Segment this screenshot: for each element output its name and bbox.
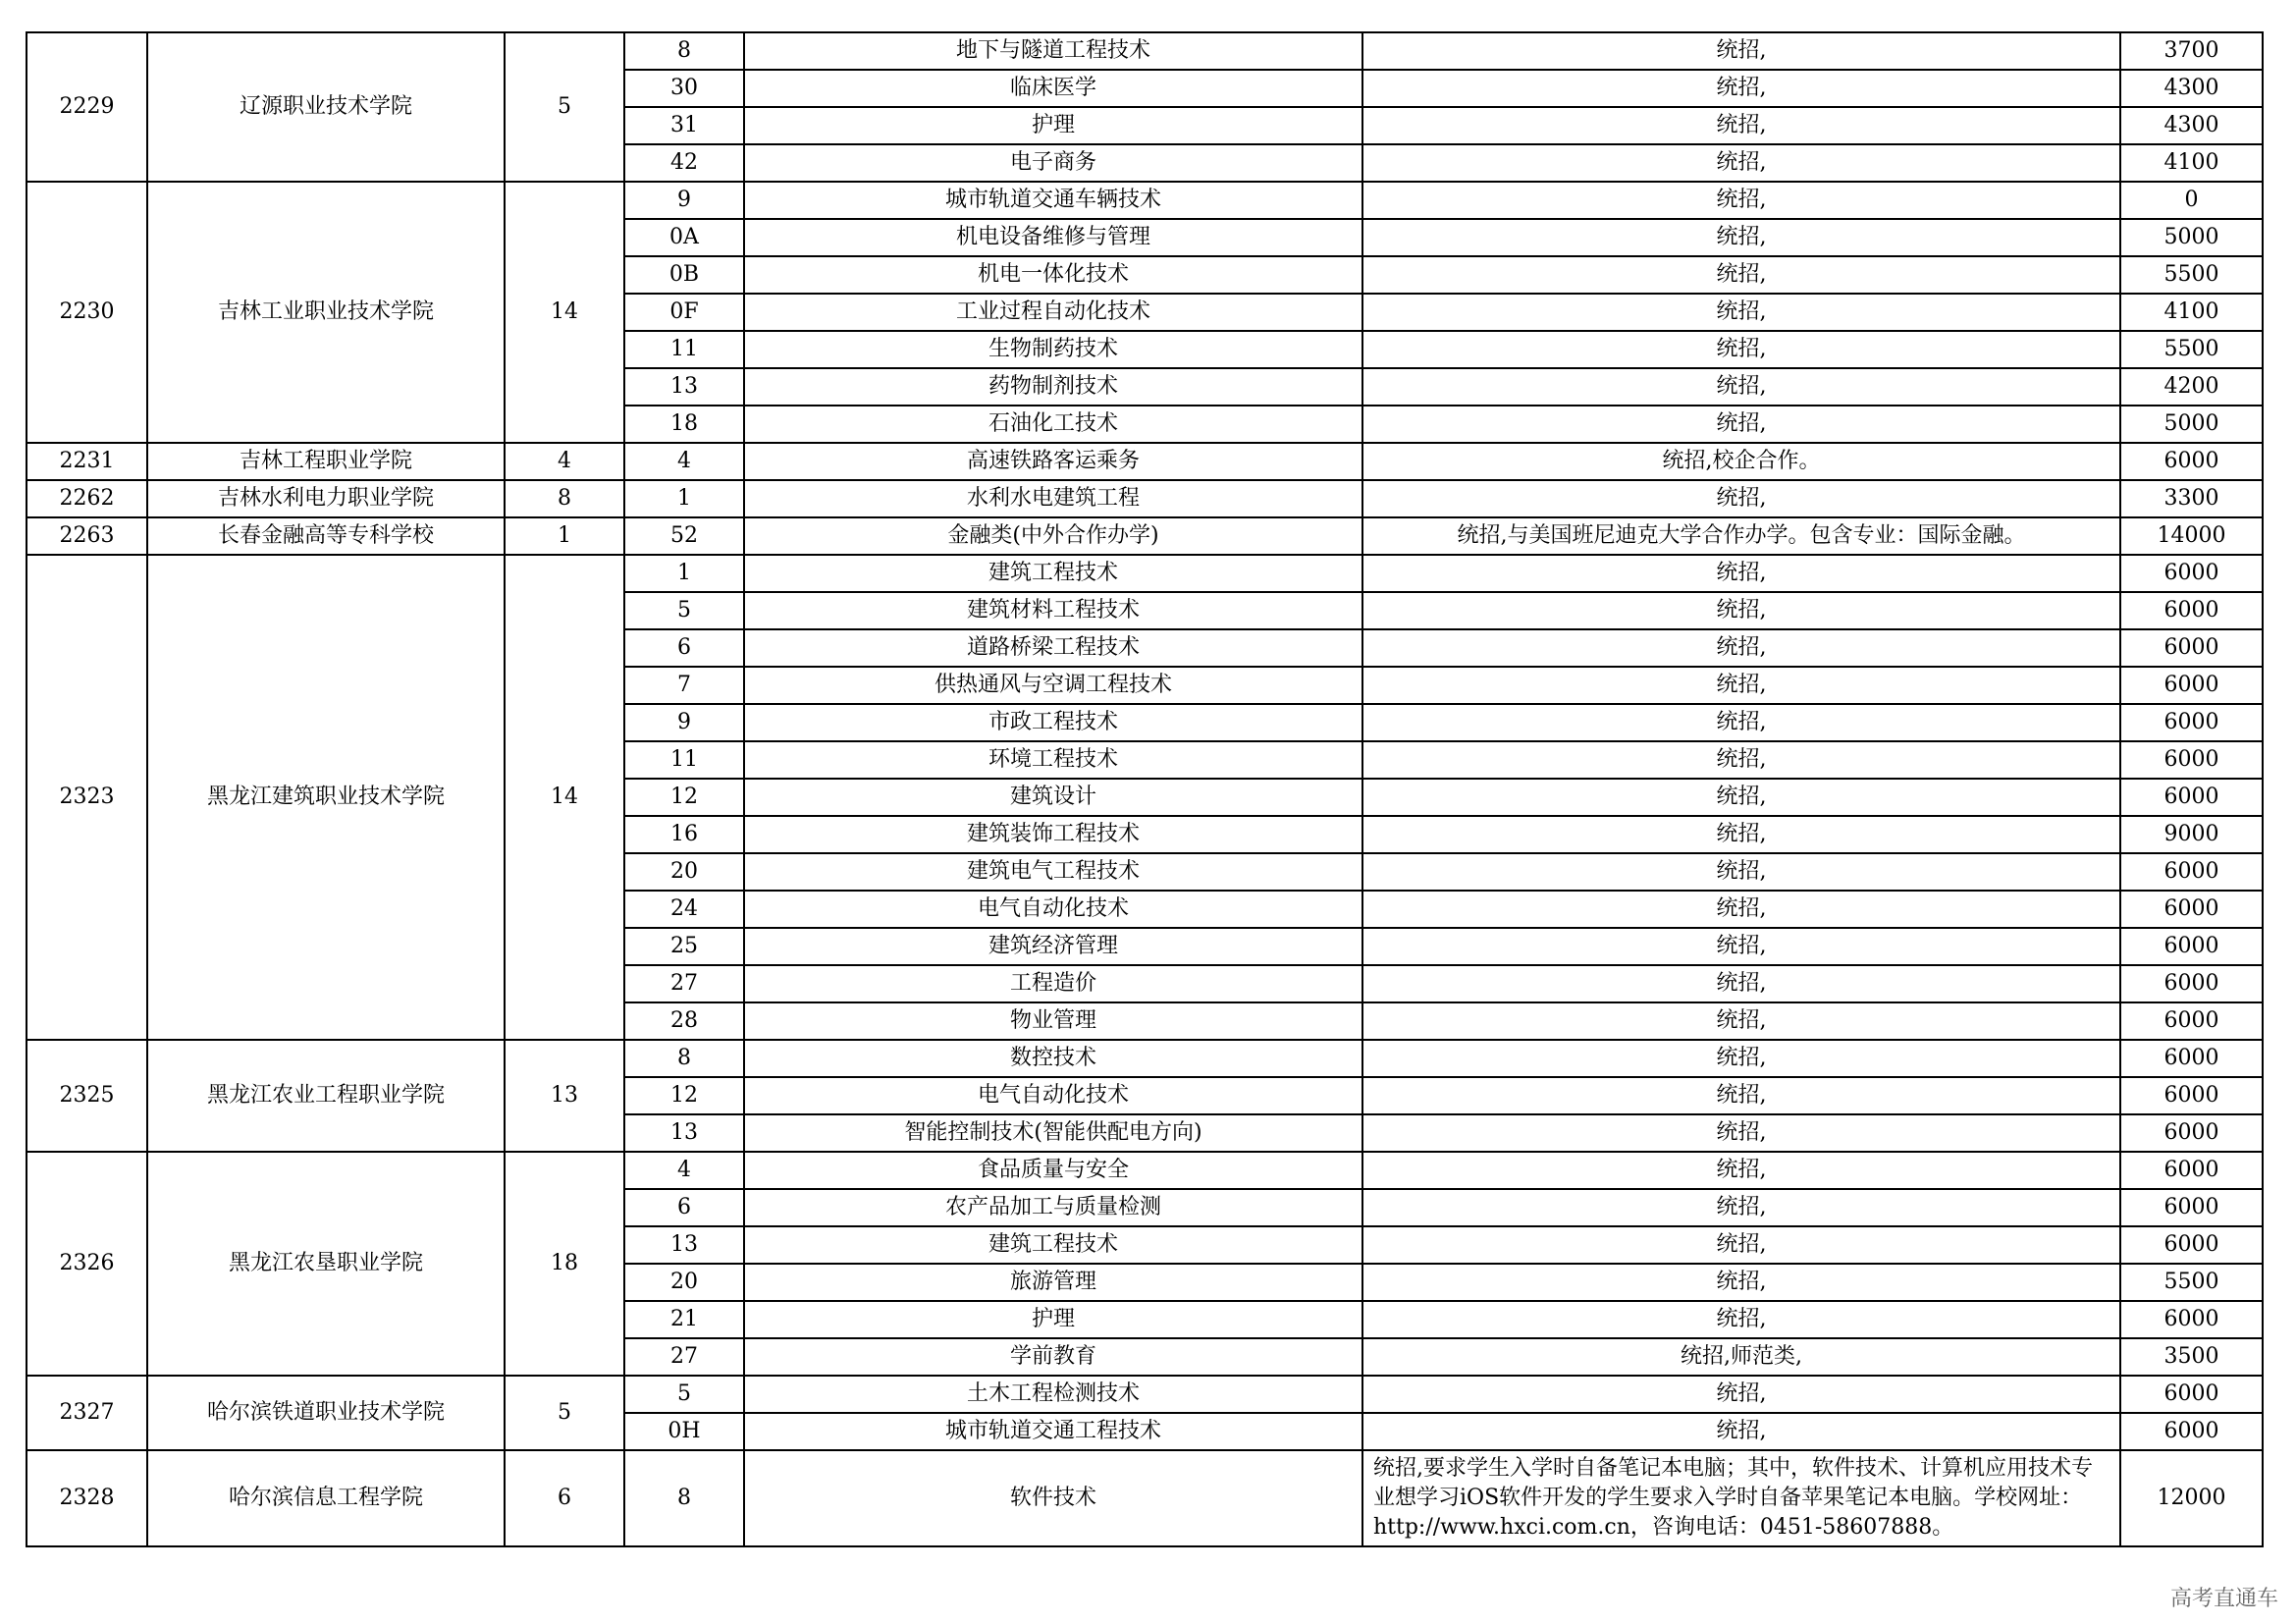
- remark-cell: 统招,: [1362, 70, 2120, 107]
- table-row: [27, 480, 2263, 517]
- plan-total-cell: 18: [505, 1152, 624, 1376]
- major-name-cell: 高速铁路客运乘务: [744, 443, 1362, 480]
- major-code-cell: 27: [624, 1338, 744, 1376]
- tuition-cell: 6000: [2120, 1189, 2263, 1226]
- admission-plan-table: [26, 31, 2264, 1547]
- remark-cell: 统招,: [1362, 144, 2120, 182]
- tuition-cell: 5000: [2120, 219, 2263, 256]
- plan-total-cell: 1: [505, 517, 624, 555]
- major-name-cell: 机电设备维修与管理: [744, 219, 1362, 256]
- major-name-cell: 供热通风与空调工程技术: [744, 667, 1362, 704]
- major-code-cell: 9: [624, 182, 744, 219]
- remark-cell: 统招,: [1362, 1376, 2120, 1413]
- remark-cell: 统招,: [1362, 1413, 2120, 1450]
- major-code-cell: 6: [624, 629, 744, 667]
- remark-cell: 统招,: [1362, 1226, 2120, 1264]
- major-name-cell: 建筑装饰工程技术: [744, 816, 1362, 853]
- major-name-cell: 物业管理: [744, 1002, 1362, 1040]
- remark-cell: 统招,: [1362, 1114, 2120, 1152]
- school-name-cell: 吉林工业职业技术学院: [147, 182, 505, 443]
- major-code-cell: 30: [624, 70, 744, 107]
- remark-cell: 统招,: [1362, 1189, 2120, 1226]
- major-name-cell: 旅游管理: [744, 1264, 1362, 1301]
- major-name-cell: 电气自动化技术: [744, 1077, 1362, 1114]
- school-code-cell: 2231: [27, 443, 147, 480]
- tuition-cell: 6000: [2120, 1040, 2263, 1077]
- major-name-cell: 建筑工程技术: [744, 555, 1362, 592]
- major-code-cell: 13: [624, 368, 744, 406]
- school-name-cell: 吉林工程职业学院: [147, 443, 505, 480]
- table-row: [27, 555, 2263, 592]
- major-code-cell: 0A: [624, 219, 744, 256]
- tuition-cell: 4300: [2120, 70, 2263, 107]
- remark-cell: 统招,: [1362, 294, 2120, 331]
- school-code-cell: 2323: [27, 555, 147, 1040]
- table-row: [27, 1040, 2263, 1077]
- tuition-cell: 12000: [2120, 1450, 2263, 1546]
- major-name-cell: 工程造价: [744, 965, 1362, 1002]
- school-code-cell: 2327: [27, 1376, 147, 1450]
- major-code-cell: 0B: [624, 256, 744, 294]
- major-code-cell: 13: [624, 1114, 744, 1152]
- tuition-cell: 3500: [2120, 1338, 2263, 1376]
- school-name-cell: 黑龙江农业工程职业学院: [147, 1040, 505, 1152]
- major-code-cell: 12: [624, 779, 744, 816]
- major-name-cell: 数控技术: [744, 1040, 1362, 1077]
- school-name-cell: 黑龙江建筑职业技术学院: [147, 555, 505, 1040]
- remark-cell: 统招,: [1362, 741, 2120, 779]
- remark-cell: 统招,师范类,: [1362, 1338, 2120, 1376]
- remark-cell: 统招,: [1362, 406, 2120, 443]
- remark-cell: 统招,: [1362, 629, 2120, 667]
- major-name-cell: 电气自动化技术: [744, 891, 1362, 928]
- major-code-cell: 28: [624, 1002, 744, 1040]
- major-name-cell: 土木工程检测技术: [744, 1376, 1362, 1413]
- major-code-cell: 27: [624, 965, 744, 1002]
- major-code-cell: 6: [624, 1189, 744, 1226]
- tuition-cell: 6000: [2120, 667, 2263, 704]
- plan-total-cell: 13: [505, 1040, 624, 1152]
- major-code-cell: 0H: [624, 1413, 744, 1450]
- major-code-cell: 12: [624, 1077, 744, 1114]
- tuition-cell: 6000: [2120, 629, 2263, 667]
- major-code-cell: 52: [624, 517, 744, 555]
- table-row: [27, 1376, 2263, 1413]
- tuition-cell: 6000: [2120, 555, 2263, 592]
- major-name-cell: 智能控制技术(智能供配电方向): [744, 1114, 1362, 1152]
- school-name-cell: 长春金融高等专科学校: [147, 517, 505, 555]
- remark-cell: 统招,: [1362, 853, 2120, 891]
- remark-cell: 统招,: [1362, 891, 2120, 928]
- remark-cell: 统招,: [1362, 704, 2120, 741]
- major-code-cell: 16: [624, 816, 744, 853]
- major-name-cell: 地下与隧道工程技术: [744, 32, 1362, 70]
- major-name-cell: 学前教育: [744, 1338, 1362, 1376]
- tuition-cell: 5500: [2120, 331, 2263, 368]
- remark-cell: 统招,要求学生入学时自备笔记本电脑；其中，软件技术、计算机应用技术专业想学习iOS软件开发的学生要求入学时自备苹果笔记本电脑。学校网址：http://www.hxci.com.cn，咨询电话：0451-58607888。: [1362, 1450, 2120, 1546]
- tuition-cell: 0: [2120, 182, 2263, 219]
- major-code-cell: 18: [624, 406, 744, 443]
- tuition-cell: 6000: [2120, 1002, 2263, 1040]
- major-name-cell: 建筑材料工程技术: [744, 592, 1362, 629]
- major-code-cell: 5: [624, 592, 744, 629]
- major-name-cell: 建筑电气工程技术: [744, 853, 1362, 891]
- remark-cell: 统招,: [1362, 1002, 2120, 1040]
- tuition-cell: 6000: [2120, 592, 2263, 629]
- school-name-cell: 哈尔滨铁道职业技术学院: [147, 1376, 505, 1450]
- major-name-cell: 工业过程自动化技术: [744, 294, 1362, 331]
- remark-cell: 统招,: [1362, 965, 2120, 1002]
- tuition-cell: 6000: [2120, 1376, 2263, 1413]
- tuition-cell: 4300: [2120, 107, 2263, 144]
- school-code-cell: 2325: [27, 1040, 147, 1152]
- table-row: [27, 1450, 2263, 1546]
- major-code-cell: 25: [624, 928, 744, 965]
- major-name-cell: 护理: [744, 107, 1362, 144]
- watermark-text: 高考直通车: [2169, 1587, 2278, 1611]
- major-code-cell: 42: [624, 144, 744, 182]
- remark-cell: 统招,校企合作。: [1362, 443, 2120, 480]
- major-name-cell: 道路桥梁工程技术: [744, 629, 1362, 667]
- plan-total-cell: 4: [505, 443, 624, 480]
- tuition-cell: 6000: [2120, 965, 2263, 1002]
- plan-total-cell: 14: [505, 182, 624, 443]
- remark-cell: 统招,: [1362, 1077, 2120, 1114]
- tuition-cell: 6000: [2120, 853, 2263, 891]
- remark-cell: 统招,: [1362, 182, 2120, 219]
- remark-cell: 统招,: [1362, 368, 2120, 406]
- major-code-cell: 1: [624, 480, 744, 517]
- school-code-cell: 2328: [27, 1450, 147, 1546]
- tuition-cell: 3300: [2120, 480, 2263, 517]
- plan-total-cell: 14: [505, 555, 624, 1040]
- remark-cell: 统招,: [1362, 1264, 2120, 1301]
- major-code-cell: 24: [624, 891, 744, 928]
- plan-total-cell: 6: [505, 1450, 624, 1546]
- tuition-cell: 6000: [2120, 1226, 2263, 1264]
- table-row: [27, 517, 2263, 555]
- tuition-cell: 6000: [2120, 741, 2263, 779]
- plan-total-cell: 8: [505, 480, 624, 517]
- remark-cell: 统招,: [1362, 928, 2120, 965]
- tuition-cell: 4200: [2120, 368, 2263, 406]
- remark-cell: 统招,: [1362, 667, 2120, 704]
- school-name-cell: 哈尔滨信息工程学院: [147, 1450, 505, 1546]
- remark-cell: 统招,: [1362, 1301, 2120, 1338]
- tuition-cell: 6000: [2120, 1077, 2263, 1114]
- remark-cell: 统招,与美国班尼迪克大学合作办学。包含专业：国际金融。: [1362, 517, 2120, 555]
- table-row: [27, 32, 2263, 70]
- plan-total-cell: 5: [505, 32, 624, 182]
- remark-cell: 统招,: [1362, 555, 2120, 592]
- table-row: [27, 443, 2263, 480]
- major-code-cell: 11: [624, 741, 744, 779]
- major-name-cell: 建筑经济管理: [744, 928, 1362, 965]
- major-code-cell: 20: [624, 853, 744, 891]
- major-code-cell: 21: [624, 1301, 744, 1338]
- tuition-cell: 6000: [2120, 1114, 2263, 1152]
- tuition-cell: 6000: [2120, 928, 2263, 965]
- major-name-cell: 环境工程技术: [744, 741, 1362, 779]
- major-name-cell: 水利水电建筑工程: [744, 480, 1362, 517]
- major-code-cell: 8: [624, 32, 744, 70]
- tuition-cell: 5500: [2120, 1264, 2263, 1301]
- major-name-cell: 建筑设计: [744, 779, 1362, 816]
- remark-cell: 统招,: [1362, 592, 2120, 629]
- tuition-cell: 6000: [2120, 1152, 2263, 1189]
- remark-cell: 统招,: [1362, 331, 2120, 368]
- school-name-cell: 辽源职业技术学院: [147, 32, 505, 182]
- major-name-cell: 金融类(中外合作办学): [744, 517, 1362, 555]
- major-code-cell: 0F: [624, 294, 744, 331]
- major-code-cell: 9: [624, 704, 744, 741]
- remark-cell: 统招,: [1362, 1152, 2120, 1189]
- remark-cell: 统招,: [1362, 32, 2120, 70]
- remark-cell: 统招,: [1362, 107, 2120, 144]
- major-name-cell: 建筑工程技术: [744, 1226, 1362, 1264]
- major-name-cell: 机电一体化技术: [744, 256, 1362, 294]
- remark-cell: 统招,: [1362, 779, 2120, 816]
- major-name-cell: 护理: [744, 1301, 1362, 1338]
- tuition-cell: 4100: [2120, 144, 2263, 182]
- major-name-cell: 临床医学: [744, 70, 1362, 107]
- table-row: [27, 182, 2263, 219]
- tuition-cell: 9000: [2120, 816, 2263, 853]
- school-code-cell: 2229: [27, 32, 147, 182]
- major-code-cell: 4: [624, 443, 744, 480]
- major-name-cell: 市政工程技术: [744, 704, 1362, 741]
- major-name-cell: 农产品加工与质量检测: [744, 1189, 1362, 1226]
- remark-cell: 统招,: [1362, 816, 2120, 853]
- major-name-cell: 软件技术: [744, 1450, 1362, 1546]
- major-code-cell: 8: [624, 1040, 744, 1077]
- tuition-cell: 6000: [2120, 779, 2263, 816]
- tuition-cell: 6000: [2120, 704, 2263, 741]
- tuition-cell: 6000: [2120, 1301, 2263, 1338]
- tuition-cell: 3700: [2120, 32, 2263, 70]
- major-code-cell: 8: [624, 1450, 744, 1546]
- major-code-cell: 11: [624, 331, 744, 368]
- major-code-cell: 13: [624, 1226, 744, 1264]
- remark-cell: 统招,: [1362, 256, 2120, 294]
- major-name-cell: 城市轨道交通车辆技术: [744, 182, 1362, 219]
- remark-cell: 统招,: [1362, 480, 2120, 517]
- major-code-cell: 1: [624, 555, 744, 592]
- tuition-cell: 6000: [2120, 1413, 2263, 1450]
- remark-cell: 统招,: [1362, 1040, 2120, 1077]
- major-name-cell: 城市轨道交通工程技术: [744, 1413, 1362, 1450]
- plan-total-cell: 5: [505, 1376, 624, 1450]
- tuition-cell: 14000: [2120, 517, 2263, 555]
- major-name-cell: 石油化工技术: [744, 406, 1362, 443]
- tuition-cell: 6000: [2120, 891, 2263, 928]
- major-code-cell: 4: [624, 1152, 744, 1189]
- major-name-cell: 药物制剂技术: [744, 368, 1362, 406]
- school-name-cell: 黑龙江农垦职业学院: [147, 1152, 505, 1376]
- school-name-cell: 吉林水利电力职业学院: [147, 480, 505, 517]
- major-code-cell: 5: [624, 1376, 744, 1413]
- school-code-cell: 2263: [27, 517, 147, 555]
- major-code-cell: 20: [624, 1264, 744, 1301]
- major-code-cell: 7: [624, 667, 744, 704]
- school-code-cell: 2326: [27, 1152, 147, 1376]
- table-row: [27, 1152, 2263, 1189]
- remark-cell: 统招,: [1362, 219, 2120, 256]
- tuition-cell: 5000: [2120, 406, 2263, 443]
- major-name-cell: 生物制药技术: [744, 331, 1362, 368]
- tuition-cell: 4100: [2120, 294, 2263, 331]
- tuition-cell: 5500: [2120, 256, 2263, 294]
- school-code-cell: 2262: [27, 480, 147, 517]
- major-name-cell: 电子商务: [744, 144, 1362, 182]
- school-code-cell: 2230: [27, 182, 147, 443]
- tuition-cell: 6000: [2120, 443, 2263, 480]
- major-code-cell: 31: [624, 107, 744, 144]
- major-name-cell: 食品质量与安全: [744, 1152, 1362, 1189]
